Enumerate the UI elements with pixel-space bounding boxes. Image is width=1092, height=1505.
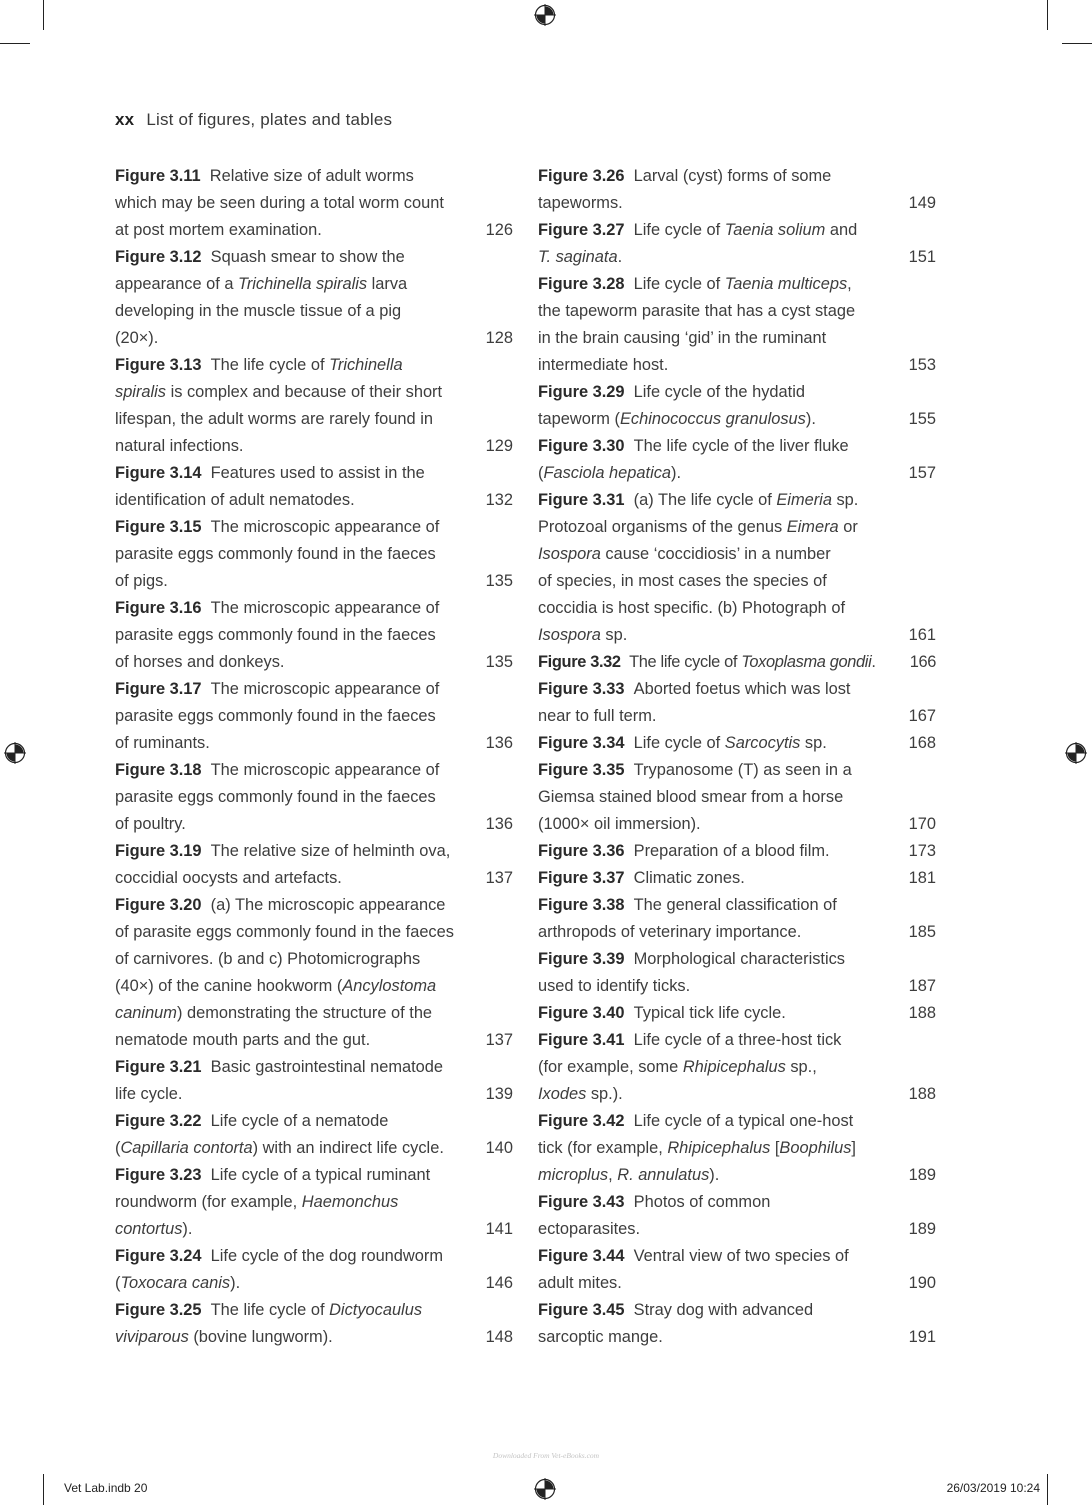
figure-entry xyxy=(538,838,936,865)
figure-entry-line xyxy=(538,703,936,730)
figure-page-number: 146 xyxy=(485,1274,513,1292)
figure-list-left-column xyxy=(115,163,513,1351)
figure-entry-line xyxy=(538,595,936,622)
figure-entry-line xyxy=(538,298,936,325)
figure-entry xyxy=(115,1054,513,1108)
figure-caption-text: parasite eggs commonly found in the faeces xyxy=(115,626,436,644)
figure-entry-line xyxy=(115,1189,513,1216)
figure-entry-line xyxy=(538,1324,936,1351)
figure-entry-line xyxy=(115,1027,513,1054)
figure-page-number: 173 xyxy=(908,842,936,860)
figure-entry xyxy=(115,244,513,352)
figure-caption-text: Giemsa stained blood smear from a horse xyxy=(538,788,844,806)
crop-mark xyxy=(0,43,30,44)
figure-label: Figure 3.34 xyxy=(538,734,625,752)
figure-entry xyxy=(538,676,936,730)
figure-label: Figure 3.23 xyxy=(115,1166,202,1184)
registration-mark-icon xyxy=(534,4,556,26)
figure-caption-text: Figure 3.24 Life cycle of the dog roundworm xyxy=(115,1247,443,1265)
figure-page-number: 166 xyxy=(909,653,936,671)
figure-label: Figure 3.28 xyxy=(538,275,625,293)
figure-entry-line xyxy=(538,244,936,271)
figure-entry xyxy=(538,649,936,676)
figure-caption-text: Figure 3.31 (a) The life cycle of Eimeria sp. xyxy=(538,491,859,509)
figure-entry-line xyxy=(115,784,513,811)
running-head xyxy=(115,110,392,130)
figure-entry-line xyxy=(115,1243,513,1270)
figure-label: Figure 3.40 xyxy=(538,1004,625,1022)
figure-caption-text: of horses and donkeys. xyxy=(115,653,285,671)
figure-page-number: 170 xyxy=(908,815,936,833)
figure-caption-text: which may be seen during a total worm count xyxy=(115,194,444,212)
figure-entry-line xyxy=(538,541,936,568)
figure-caption-text: Figure 3.37 Climatic zones. xyxy=(538,869,745,887)
figure-caption-text: near to full term. xyxy=(538,707,657,725)
figure-caption-text: Figure 3.44 Ventral view of two species of xyxy=(538,1247,849,1265)
figure-page-number: 188 xyxy=(908,1085,936,1103)
figure-label: Figure 3.41 xyxy=(538,1031,625,1049)
figure-page-number: 137 xyxy=(485,869,513,887)
figure-entry-line xyxy=(538,1216,936,1243)
figure-label: Figure 3.26 xyxy=(538,167,625,185)
figure-entry xyxy=(538,946,936,1000)
figure-caption-text: adult mites. xyxy=(538,1274,622,1292)
figure-caption-text: Figure 3.27 Life cycle of Taenia solium and xyxy=(538,221,858,239)
figure-page-number: 155 xyxy=(908,410,936,428)
figure-page-number: 136 xyxy=(485,815,513,833)
figure-caption-text: Figure 3.19 The relative size of helminth ova, xyxy=(115,842,451,860)
figure-page-number: 135 xyxy=(485,572,513,590)
figure-caption-text: Figure 3.22 Life cycle of a nematode xyxy=(115,1112,389,1130)
figure-label: Figure 3.18 xyxy=(115,761,202,779)
figure-entry-line xyxy=(115,1162,513,1189)
figure-entry-line xyxy=(115,460,513,487)
figure-entry-line xyxy=(538,973,936,1000)
figure-entry-line xyxy=(115,163,513,190)
figure-entry xyxy=(115,1297,513,1351)
crop-mark xyxy=(43,1474,44,1505)
figure-page-number: 151 xyxy=(908,248,936,266)
figure-caption-text: contortus). xyxy=(115,1220,193,1238)
figure-caption-text: (20×). xyxy=(115,329,159,347)
figure-entry-line xyxy=(538,352,936,379)
figure-entry xyxy=(538,1000,936,1027)
figure-entry-line xyxy=(115,244,513,271)
figure-caption-text: arthropods of veterinary importance. xyxy=(538,923,802,941)
figure-label: Figure 3.32 xyxy=(538,653,621,671)
figure-page-number: 141 xyxy=(485,1220,513,1238)
figure-label: Figure 3.25 xyxy=(115,1301,202,1319)
figure-caption-text: Figure 3.29 Life cycle of the hydatid xyxy=(538,383,805,401)
figure-caption-text: nematode mouth parts and the gut. xyxy=(115,1031,371,1049)
figure-entry xyxy=(115,460,513,514)
figure-caption-text: Figure 3.39 Morphological characteristics xyxy=(538,950,845,968)
figure-page-number: 135 xyxy=(485,653,513,671)
figure-page-number: 191 xyxy=(908,1328,936,1346)
figure-entry-line xyxy=(115,1000,513,1027)
figure-label: Figure 3.17 xyxy=(115,680,202,698)
figure-caption-text: Figure 3.16 The microscopic appearance of xyxy=(115,599,440,617)
figure-entry xyxy=(538,271,936,379)
figure-entry-line xyxy=(538,190,936,217)
figure-caption-text: Figure 3.12 Squash smear to show the xyxy=(115,248,405,266)
figure-entry xyxy=(538,163,936,217)
figure-entry xyxy=(115,757,513,838)
figure-list-right-column xyxy=(538,163,936,1351)
figure-caption-text: at post mortem examination. xyxy=(115,221,322,239)
figure-page-number: 157 xyxy=(908,464,936,482)
figure-caption-text: Figure 3.13 The life cycle of Trichinella xyxy=(115,356,403,374)
registration-mark-icon xyxy=(534,1478,556,1500)
figure-entry-line xyxy=(115,919,513,946)
figure-entry-line xyxy=(538,1162,936,1189)
figure-entry-line xyxy=(538,1297,936,1324)
figure-page-number: 167 xyxy=(908,707,936,725)
figure-entry xyxy=(115,676,513,757)
figure-entry-line xyxy=(115,730,513,757)
figure-page-number: 187 xyxy=(908,977,936,995)
figure-label: Figure 3.38 xyxy=(538,896,625,914)
figure-caption-text: Ixodes sp.). xyxy=(538,1085,623,1103)
figure-page-number: 129 xyxy=(485,437,513,455)
figure-entry-line xyxy=(538,676,936,703)
figure-label: Figure 3.13 xyxy=(115,356,202,374)
figure-page-number: 181 xyxy=(908,869,936,887)
figure-entry-line xyxy=(538,865,936,892)
figure-label: Figure 3.30 xyxy=(538,437,625,455)
figure-entry-line xyxy=(538,1081,936,1108)
figure-label: Figure 3.11 xyxy=(115,167,201,185)
figure-page-number: 126 xyxy=(485,221,513,239)
figure-label: Figure 3.24 xyxy=(115,1247,202,1265)
figure-label: Figure 3.39 xyxy=(538,950,625,968)
figure-caption-text: viviparous (bovine lungworm). xyxy=(115,1328,333,1346)
figure-entry-line xyxy=(115,973,513,1000)
figure-caption-text: Figure 3.28 Life cycle of Taenia multiceps, xyxy=(538,275,852,293)
figure-label: Figure 3.16 xyxy=(115,599,202,617)
figure-caption-text: Figure 3.23 Life cycle of a typical ruminant xyxy=(115,1166,431,1184)
figure-entry xyxy=(538,757,936,838)
figure-caption-text: Figure 3.41 Life cycle of a three-host tick xyxy=(538,1031,842,1049)
figure-entry-line xyxy=(538,460,936,487)
slug-timestamp: 26/03/2019 10:24 xyxy=(946,1481,1040,1495)
figure-caption-text: parasite eggs commonly found in the faeces xyxy=(115,707,436,725)
figure-caption-text: microplus, R. annulatus). xyxy=(538,1166,720,1184)
figure-entry-line xyxy=(115,892,513,919)
figure-caption-text: tick (for example, Rhipicephalus [Boophilus] xyxy=(538,1139,856,1157)
figure-caption-text: T. saginata. xyxy=(538,248,623,266)
figure-entry xyxy=(538,1243,936,1297)
figure-entry xyxy=(115,1162,513,1243)
figure-entry xyxy=(115,595,513,676)
figure-page-number: 161 xyxy=(908,626,936,644)
figure-caption-text: of carnivores. (b and c) Photomicrographs xyxy=(115,950,421,968)
figure-caption-text: Isospora sp. xyxy=(538,626,628,644)
figure-caption-text: tapeworms. xyxy=(538,194,623,212)
figure-entry-line xyxy=(115,406,513,433)
figure-entry-line xyxy=(538,325,936,352)
figure-entry-line xyxy=(538,784,936,811)
figure-entry-line xyxy=(115,946,513,973)
figure-caption-text: lifespan, the adult worms are rarely found in xyxy=(115,410,433,428)
figure-caption-text: Figure 3.20 (a) The microscopic appearance xyxy=(115,896,446,914)
figure-entry-line xyxy=(538,514,936,541)
figure-entry-line xyxy=(538,757,936,784)
figure-page-number: 149 xyxy=(908,194,936,212)
figure-caption-text: ectoparasites. xyxy=(538,1220,641,1238)
figure-label: Figure 3.35 xyxy=(538,761,625,779)
figure-label: Figure 3.42 xyxy=(538,1112,625,1130)
figure-entry-line xyxy=(538,406,936,433)
figure-entry xyxy=(538,217,936,271)
figure-caption-text: Figure 3.43 Photos of common xyxy=(538,1193,771,1211)
figure-entry-line xyxy=(115,568,513,595)
figure-entry-line xyxy=(115,649,513,676)
figure-entry xyxy=(115,163,513,244)
registration-mark-icon xyxy=(1065,742,1087,764)
figure-entry-line xyxy=(538,946,936,973)
figure-entry xyxy=(115,838,513,892)
figure-entry-line xyxy=(115,676,513,703)
figure-entry-line xyxy=(115,757,513,784)
figure-entry-line xyxy=(538,730,936,757)
figure-caption-text: Figure 3.40 Typical tick life cycle. xyxy=(538,1004,786,1022)
figure-label: Figure 3.29 xyxy=(538,383,625,401)
figure-caption-text: Figure 3.25 The life cycle of Dictyocaulus xyxy=(115,1301,423,1319)
figure-entry-line xyxy=(115,1297,513,1324)
figure-label: Figure 3.36 xyxy=(538,842,625,860)
figure-caption-text: coccidia is host specific. (b) Photograph of xyxy=(538,599,846,617)
figure-entry-line xyxy=(115,298,513,325)
figure-entry-line xyxy=(115,622,513,649)
figure-entry xyxy=(538,730,936,757)
figure-entry-line xyxy=(538,811,936,838)
figure-entry-line xyxy=(538,271,936,298)
figure-caption-text: sarcoptic mange. xyxy=(538,1328,663,1346)
figure-entry xyxy=(538,865,936,892)
figure-caption-text: of pigs. xyxy=(115,572,168,590)
figure-entry xyxy=(538,1027,936,1108)
figure-entry-line xyxy=(115,1081,513,1108)
figure-entry-line xyxy=(538,919,936,946)
figure-entry-line xyxy=(538,379,936,406)
figure-page-number: 132 xyxy=(485,491,513,509)
figure-caption-text: identification of adult nematodes. xyxy=(115,491,355,509)
figure-entry xyxy=(538,433,936,487)
figure-entry-line xyxy=(538,163,936,190)
figure-caption-text: Figure 3.33 Aborted foetus which was lost xyxy=(538,680,851,698)
figure-entry-line xyxy=(115,487,513,514)
figure-entry xyxy=(115,352,513,460)
figure-caption-text: (40×) of the canine hookworm (Ancylostoma xyxy=(115,977,437,995)
registration-mark-icon xyxy=(4,742,26,764)
figure-page-number: 139 xyxy=(485,1085,513,1103)
figure-caption-text: roundworm (for example, Haemonchus xyxy=(115,1193,399,1211)
figure-page-number: 189 xyxy=(908,1166,936,1184)
figure-caption-text: of ruminants. xyxy=(115,734,210,752)
figure-entry-line xyxy=(538,1108,936,1135)
figure-label: Figure 3.21 xyxy=(115,1058,202,1076)
figure-caption-text: Figure 3.36 Preparation of a blood film. xyxy=(538,842,830,860)
figure-entry-line xyxy=(115,325,513,352)
figure-entry xyxy=(115,1108,513,1162)
figure-label: Figure 3.31 xyxy=(538,491,625,509)
figure-page-number: 189 xyxy=(908,1220,936,1238)
figure-page-number: 153 xyxy=(908,356,936,374)
figure-caption-text: the tapeworm parasite that has a cyst stage xyxy=(538,302,856,320)
figure-entry-line xyxy=(538,1270,936,1297)
figure-caption-text: Figure 3.26 Larval (cyst) forms of some xyxy=(538,167,832,185)
figure-caption-text: spiralis is complex and because of their short xyxy=(115,383,443,401)
figure-entry xyxy=(538,1297,936,1351)
figure-entry-line xyxy=(115,811,513,838)
figure-caption-text: Figure 3.35 Trypanosome (T) as seen in a xyxy=(538,761,852,779)
figure-entry-line xyxy=(115,1108,513,1135)
figure-entry-line xyxy=(538,649,936,676)
figure-caption-text: of parasite eggs commonly found in the faeces xyxy=(115,923,454,941)
figure-entry xyxy=(538,379,936,433)
figure-caption-text: Figure 3.38 The general classification of xyxy=(538,896,837,914)
figure-caption-text: Figure 3.34 Life cycle of Sarcocytis sp. xyxy=(538,734,827,752)
running-head-title: List of figures, plates and tables xyxy=(146,110,393,129)
figure-page-number: 148 xyxy=(485,1328,513,1346)
figure-page-number: 168 xyxy=(908,734,936,752)
figure-entry-line xyxy=(115,433,513,460)
figure-caption-text: Figure 3.11 Relative size of adult worms xyxy=(115,167,414,185)
crop-mark xyxy=(43,0,44,30)
figure-caption-text: used to identify ticks. xyxy=(538,977,691,995)
figure-label: Figure 3.43 xyxy=(538,1193,625,1211)
figure-label: Figure 3.14 xyxy=(115,464,202,482)
figure-caption-text: Figure 3.45 Stray dog with advanced xyxy=(538,1301,814,1319)
figure-page-number: 137 xyxy=(485,1031,513,1049)
figure-caption-text: Isospora cause ‘coccidiosis’ in a number xyxy=(538,545,831,563)
figure-label: Figure 3.27 xyxy=(538,221,625,239)
figure-caption-text: Figure 3.17 The microscopic appearance of xyxy=(115,680,440,698)
figure-entry-line xyxy=(115,1216,513,1243)
figure-entry-line xyxy=(115,541,513,568)
slug-file: Vet Lab.indb 20 xyxy=(64,1481,148,1495)
figure-caption-text: of poultry. xyxy=(115,815,186,833)
figure-entry-line xyxy=(115,865,513,892)
crop-mark xyxy=(1047,0,1048,30)
figure-entry-line xyxy=(115,1324,513,1351)
figure-page-number: 136 xyxy=(485,734,513,752)
figure-caption-text: in the brain causing ‘gid’ in the ruminant xyxy=(538,329,827,347)
figure-entry-line xyxy=(538,1135,936,1162)
figure-caption-text: Figure 3.18 The microscopic appearance of xyxy=(115,761,440,779)
figure-entry-line xyxy=(538,487,936,514)
figure-page-number: 185 xyxy=(908,923,936,941)
figure-caption-text: (1000× oil immersion). xyxy=(538,815,701,833)
figure-entry xyxy=(538,892,936,946)
figure-entry-line xyxy=(115,595,513,622)
figure-entry-line xyxy=(115,838,513,865)
figure-entry xyxy=(538,487,936,649)
figure-caption-text: coccidial oocysts and artefacts. xyxy=(115,869,342,887)
figure-page-number: 190 xyxy=(908,1274,936,1292)
figure-caption-text: (Fasciola hepatica). xyxy=(538,464,682,482)
figure-entry-line xyxy=(115,703,513,730)
figure-label: Figure 3.19 xyxy=(115,842,202,860)
figure-caption-text: (for example, some Rhipicephalus sp., xyxy=(538,1058,817,1076)
figure-entry xyxy=(115,892,513,1054)
crop-mark xyxy=(1062,43,1092,44)
figure-label: Figure 3.22 xyxy=(115,1112,202,1130)
figure-entry-line xyxy=(115,271,513,298)
figure-entry-line xyxy=(538,1054,936,1081)
figure-entry-line xyxy=(115,217,513,244)
figure-entry-line xyxy=(538,217,936,244)
crop-mark xyxy=(1047,1474,1048,1505)
figure-entry-line xyxy=(538,622,936,649)
figure-caption-text: caninum) demonstrating the structure of the xyxy=(115,1004,433,1022)
figure-entry xyxy=(538,1108,936,1189)
figure-entry-line xyxy=(538,1000,936,1027)
figure-entry-line xyxy=(115,379,513,406)
figure-page-number: 128 xyxy=(485,329,513,347)
figure-caption-text: natural infections. xyxy=(115,437,244,455)
figure-page-number: 188 xyxy=(908,1004,936,1022)
figure-caption-text: Figure 3.15 The microscopic appearance of xyxy=(115,518,440,536)
figure-entry xyxy=(115,1243,513,1297)
figure-caption-text: (Toxocara canis). xyxy=(115,1274,241,1292)
figure-label: Figure 3.44 xyxy=(538,1247,625,1265)
figure-caption-text: developing in the muscle tissue of a pig xyxy=(115,302,402,320)
figure-caption-text: parasite eggs commonly found in the faeces xyxy=(115,788,436,806)
figure-caption-text: Protozoal organisms of the genus Eimera or xyxy=(538,518,858,536)
figure-label: Figure 3.15 xyxy=(115,518,202,536)
figure-label: Figure 3.12 xyxy=(115,248,202,266)
figure-caption-text: intermediate host. xyxy=(538,356,669,374)
figure-caption-text: of species, in most cases the species of xyxy=(538,572,827,590)
figure-caption-text: Figure 3.21 Basic gastrointestinal nematode xyxy=(115,1058,443,1076)
figure-entry-line xyxy=(538,1243,936,1270)
figure-caption-text: life cycle. xyxy=(115,1085,183,1103)
figure-entry-line xyxy=(538,433,936,460)
page-folio: xx xyxy=(115,110,135,129)
figure-caption-text: Figure 3.14 Features used to assist in the xyxy=(115,464,425,482)
figure-entry-line xyxy=(115,352,513,379)
figure-entry-line xyxy=(115,1135,513,1162)
figure-entry xyxy=(115,514,513,595)
figure-entry-line xyxy=(538,892,936,919)
figure-entry-line xyxy=(115,1054,513,1081)
figure-entry-line xyxy=(538,838,936,865)
figure-caption-text: parasite eggs commonly found in the faeces xyxy=(115,545,436,563)
figure-caption-text: Figure 3.32 The life cycle of Toxoplasma gondii. xyxy=(538,653,876,671)
figure-caption-text: appearance of a Trichinella spiralis larva xyxy=(115,275,408,293)
figure-caption-text: tapeworm (Echinococcus granulosus). xyxy=(538,410,816,428)
figure-page-number: 140 xyxy=(485,1139,513,1157)
figure-entry-line xyxy=(538,568,936,595)
figure-caption-text: Figure 3.30 The life cycle of the liver fluke xyxy=(538,437,849,455)
figure-entry-line xyxy=(115,514,513,541)
figure-caption-text: (Capillaria contorta) with an indirect life cycle. xyxy=(115,1139,444,1157)
figure-label: Figure 3.33 xyxy=(538,680,625,698)
figure-label: Figure 3.37 xyxy=(538,869,625,887)
figure-caption-text: Figure 3.42 Life cycle of a typical one-host xyxy=(538,1112,854,1130)
figure-label: Figure 3.45 xyxy=(538,1301,625,1319)
figure-entry-line xyxy=(115,190,513,217)
figure-entry-line xyxy=(538,1189,936,1216)
figure-entry xyxy=(538,1189,936,1243)
figure-entry-line xyxy=(538,1027,936,1054)
figure-label: Figure 3.20 xyxy=(115,896,202,914)
watermark: Downloaded From Vet-eBooks.com xyxy=(492,1451,600,1460)
figure-entry-line xyxy=(115,1270,513,1297)
